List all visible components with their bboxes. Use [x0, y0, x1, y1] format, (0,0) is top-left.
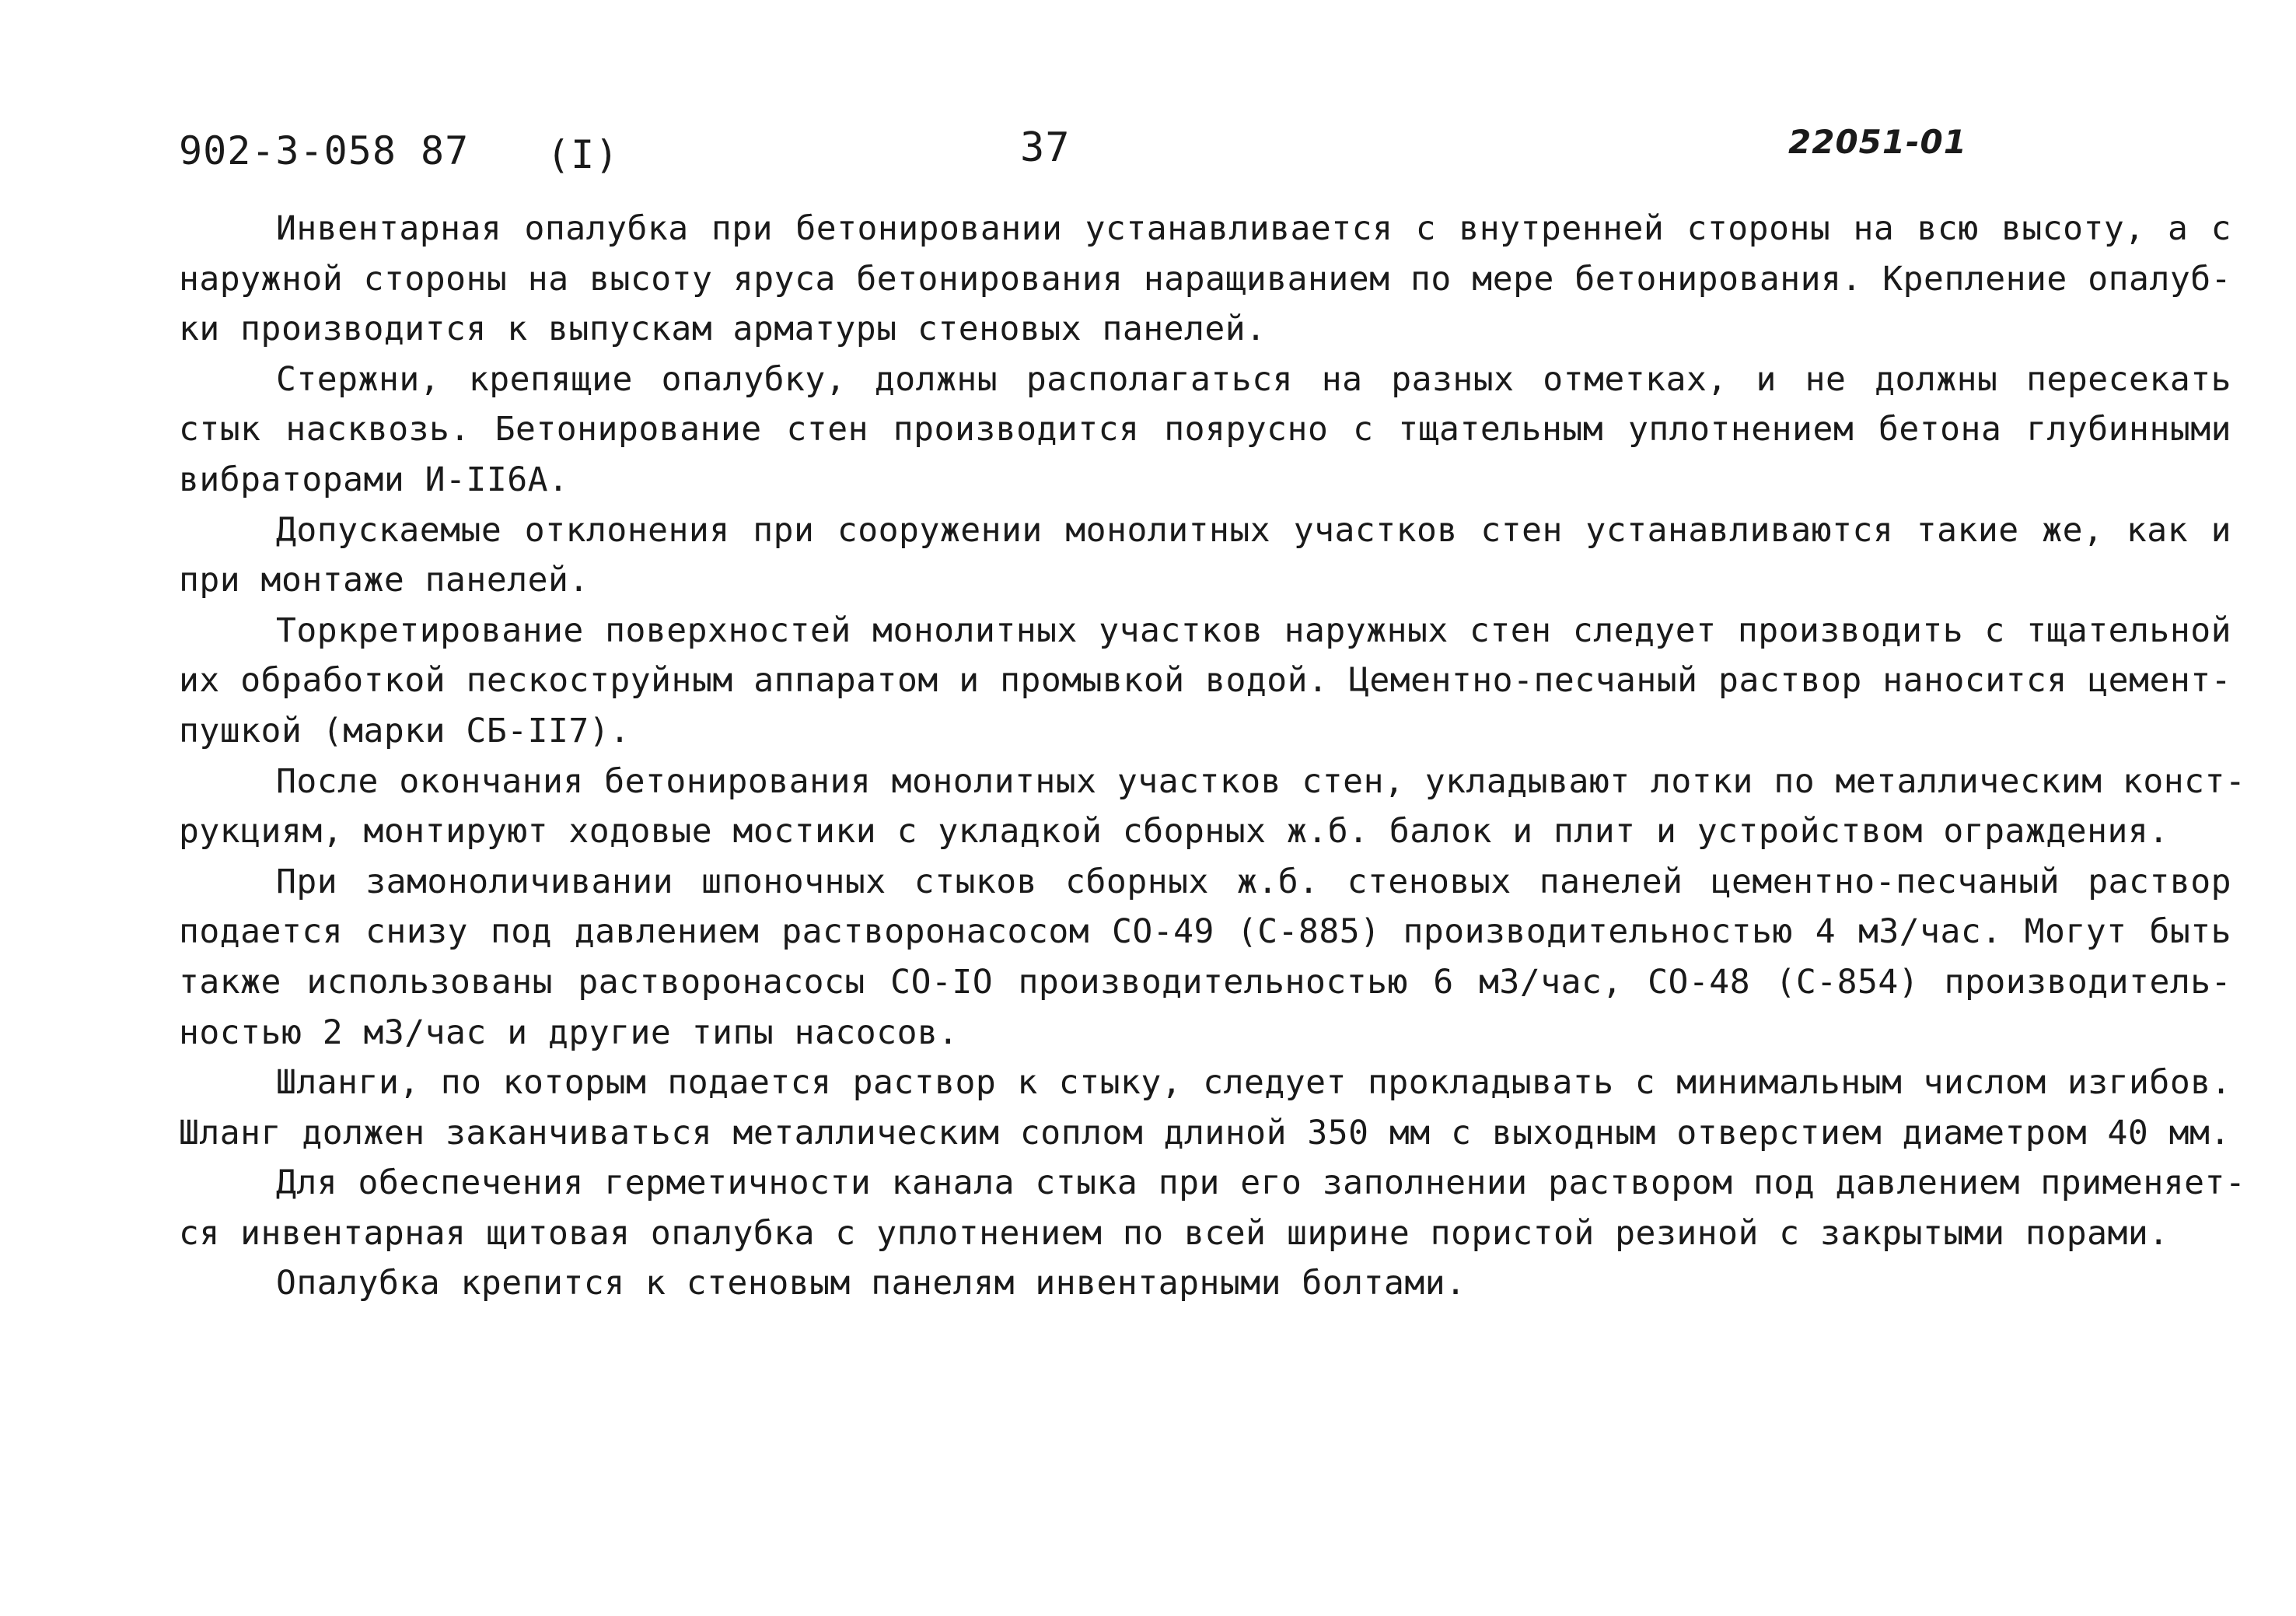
text-line-p1-1: Инвентарная опалубка при бетонировании устанавливается с внутренней стороны на всю высоту, а с: [276, 209, 2231, 248]
text-line-p2-1: Стержни, крепящие опалубку, должны располагаться на разных отметках, и не должны пересекать: [276, 359, 2231, 399]
text-line-p4-1: Торкретирование поверхностей монолитных участков наружных стен следует производить с тщательной: [276, 610, 2231, 650]
text-line-p6-2: подается снизу под давлением растворонасосом СО-49 (С-885) производительностью 4 м3/час. Могут быть: [179, 912, 2231, 952]
body-text: [179, 204, 2246, 1309]
document-code: 902-3-058 87: [179, 128, 470, 173]
text-line-p3-1: Допускаемые отклонения при сооружении монолитных участков стен устанавливаются такие же, как и: [276, 510, 2231, 550]
part-number: (I): [547, 132, 620, 177]
text-line-p4-3: пушкой (марки СБ-II7).: [179, 711, 631, 750]
text-line-p1-3: ки производится к выпускам арматуры стеновых панелей.: [179, 310, 1267, 349]
text-line-p8-1: Для обеспечения герметичности канала стыка при его заполнении раствором под давлением применяет-: [276, 1163, 2246, 1203]
text-line-p6-3: также использованы растворонасосы СО-IO производительностью 6 м3/час, СО-48 (С-854) производитель-: [179, 962, 2231, 1002]
text-line-p3-2: при монтаже панелей.: [179, 561, 589, 600]
text-line-p7-1: Шланги, по которым подается раствор к стыку, следует прокладывать с минимальным числом изгибов.: [276, 1063, 2231, 1103]
text-line-p8-2: ся инвентарная щитовая опалубка с уплотнением по всей ширине пористой резиной с закрытыми порами.: [179, 1213, 2169, 1253]
text-line-p6-1: При замоноличивании шпоночных стыков сборных ж.б. стеновых панелей цементно-песчаный раствор: [276, 862, 2231, 901]
page-number: 37: [1020, 124, 1071, 171]
text-line-p7-2: Шланг должен заканчиваться металлическим соплом длиной 350 мм с выходным отверстием диаметром 40 мм.: [179, 1113, 2231, 1153]
text-line-p5-2: рукциям, монтируют ходовые мостики с укладкой сборных ж.б. балок и плит и устройством ограждения.: [179, 812, 2169, 852]
inventory-number: 22051-01: [1788, 123, 1967, 161]
text-line-p6-4: ностью 2 м3/час и другие типы насосов.: [179, 1013, 959, 1052]
text-line-p2-3: вибраторами И-II6А.: [179, 460, 569, 499]
text-line-p1-2: наружной стороны на высоту яруса бетонирования наращиванием по мере бетонирования. Крепление опалуб-: [179, 259, 2231, 299]
text-line-p2-2: стык насквозь. Бетонирование стен производится поярусно с тщательным уплотнением бетона глубинными: [179, 410, 2231, 449]
text-line-p4-2: их обработкой пескоструйным аппаратом и промывкой водой. Цементно-песчаный раствор наносится цемент-: [179, 661, 2231, 701]
text-line-p9-1: Опалубка крепится к стеновым панелям инвентарными болтами.: [276, 1264, 1466, 1303]
text-line-p5-1: После окончания бетонирования монолитных участков стен, укладывают лотки по металлическим конст-: [276, 761, 2246, 801]
